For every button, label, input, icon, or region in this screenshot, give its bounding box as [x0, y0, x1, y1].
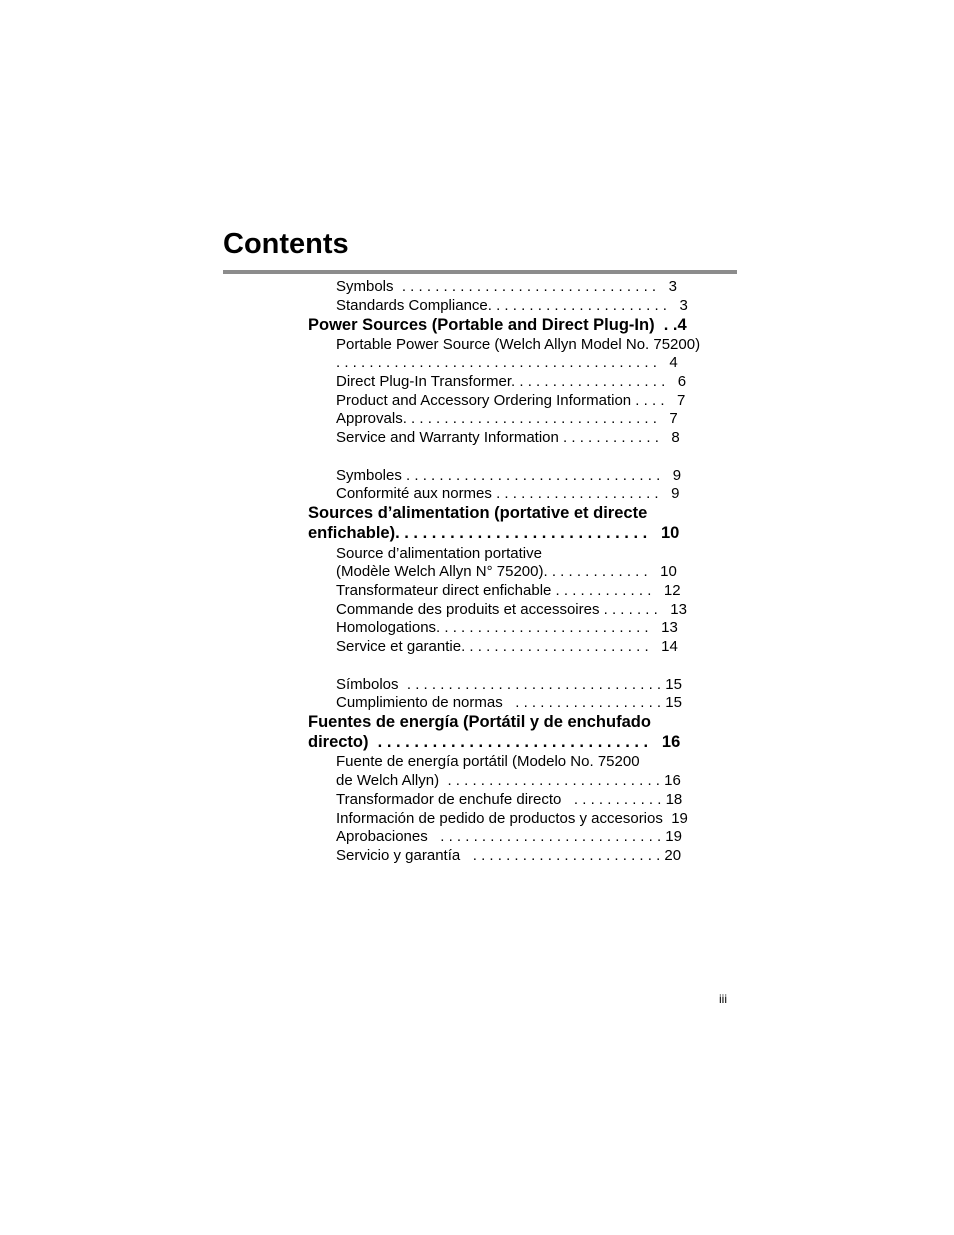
toc-entry[interactable]: Aprobaciones . . . . . . . . . . . . . . . . . . . . . . . . . . . 19: [336, 828, 682, 845]
toc-entry[interactable]: Homologations. . . . . . . . . . . . . . . . . . . . . . . . . . 13: [336, 619, 678, 636]
toc-entry[interactable]: Service et garantie. . . . . . . . . . . . . . . . . . . . . . . 14: [336, 638, 678, 655]
toc-entry[interactable]: Servicio y garantía . . . . . . . . . . . . . . . . . . . . . . . 20: [336, 847, 682, 864]
toc-entry[interactable]: Portable Power Source (Welch Allyn Model No. 75200): [336, 336, 701, 353]
toc-entry[interactable]: de Welch Allyn) . . . . . . . . . . . . . . . . . . . . . . . . . . 16: [336, 772, 681, 789]
toc-entry[interactable]: Cumplimiento de normas . . . . . . . . . . . . . . . . . . 15: [336, 694, 682, 711]
page-title: Contents: [223, 228, 349, 260]
toc-entry[interactable]: Transformateur direct enfichable . . . . . . . . . . . . 12: [336, 582, 681, 599]
toc-entry[interactable]: Product and Accessory Ordering Information . . . . 7: [336, 392, 686, 409]
toc-entry[interactable]: Transformador de enchufe directo . . . . . . . . . . . 18: [336, 791, 683, 808]
toc-entry[interactable]: Símbolos . . . . . . . . . . . . . . . . . . . . . . . . . . . . . . . 15: [336, 676, 682, 693]
toc-section-heading[interactable]: Fuentes de energía (Portátil y de enchufado: [308, 713, 651, 731]
toc-entry[interactable]: Conformité aux normes . . . . . . . . . . . . . . . . . . . . 9: [336, 485, 680, 502]
toc-entry[interactable]: Source d’alimentation portative: [336, 545, 542, 562]
toc-entry[interactable]: Approvals. . . . . . . . . . . . . . . . . . . . . . . . . . . . . . . 7: [336, 410, 678, 427]
toc-section-heading[interactable]: Sources d’alimentation (portative et directe: [308, 504, 648, 522]
toc-entry[interactable]: Symboles . . . . . . . . . . . . . . . . . . . . . . . . . . . . . . . 9: [336, 467, 682, 484]
toc-entry[interactable]: Commande des produits et accessoires . . . . . . . 13: [336, 601, 687, 618]
toc-entry[interactable]: Symbols . . . . . . . . . . . . . . . . . . . . . . . . . . . . . . . 3: [336, 278, 677, 295]
toc-entry[interactable]: Service and Warranty Information . . . . . . . . . . . . 8: [336, 429, 680, 446]
toc-entry[interactable]: Standards Compliance. . . . . . . . . . . . . . . . . . . . . . 3: [336, 297, 688, 314]
toc-entry[interactable]: Direct Plug-In Transformer. . . . . . . . . . . . . . . . . . . 6: [336, 373, 687, 390]
toc-section-heading[interactable]: enfichable). . . . . . . . . . . . . . . . . . . . . . . . . . . . 10: [308, 524, 680, 542]
toc-entry[interactable]: Fuente de energía portátil (Modelo No. 75200: [336, 753, 640, 770]
toc-entry[interactable]: (Modèle Welch Allyn N° 75200). . . . . . . . . . . . . 10: [336, 563, 677, 580]
toc-entry[interactable]: . . . . . . . . . . . . . . . . . . . . . . . . . . . . . . . . . . . . . . . 4: [336, 354, 678, 371]
page-number: iii: [719, 992, 727, 1006]
toc-section-heading[interactable]: Power Sources (Portable and Direct Plug-In) . .4: [308, 316, 687, 334]
toc-entry[interactable]: Información de pedido de productos y accesorios 19: [336, 810, 688, 827]
toc-section-heading[interactable]: directo) . . . . . . . . . . . . . . . . . . . . . . . . . . . . . . 16: [308, 733, 681, 751]
